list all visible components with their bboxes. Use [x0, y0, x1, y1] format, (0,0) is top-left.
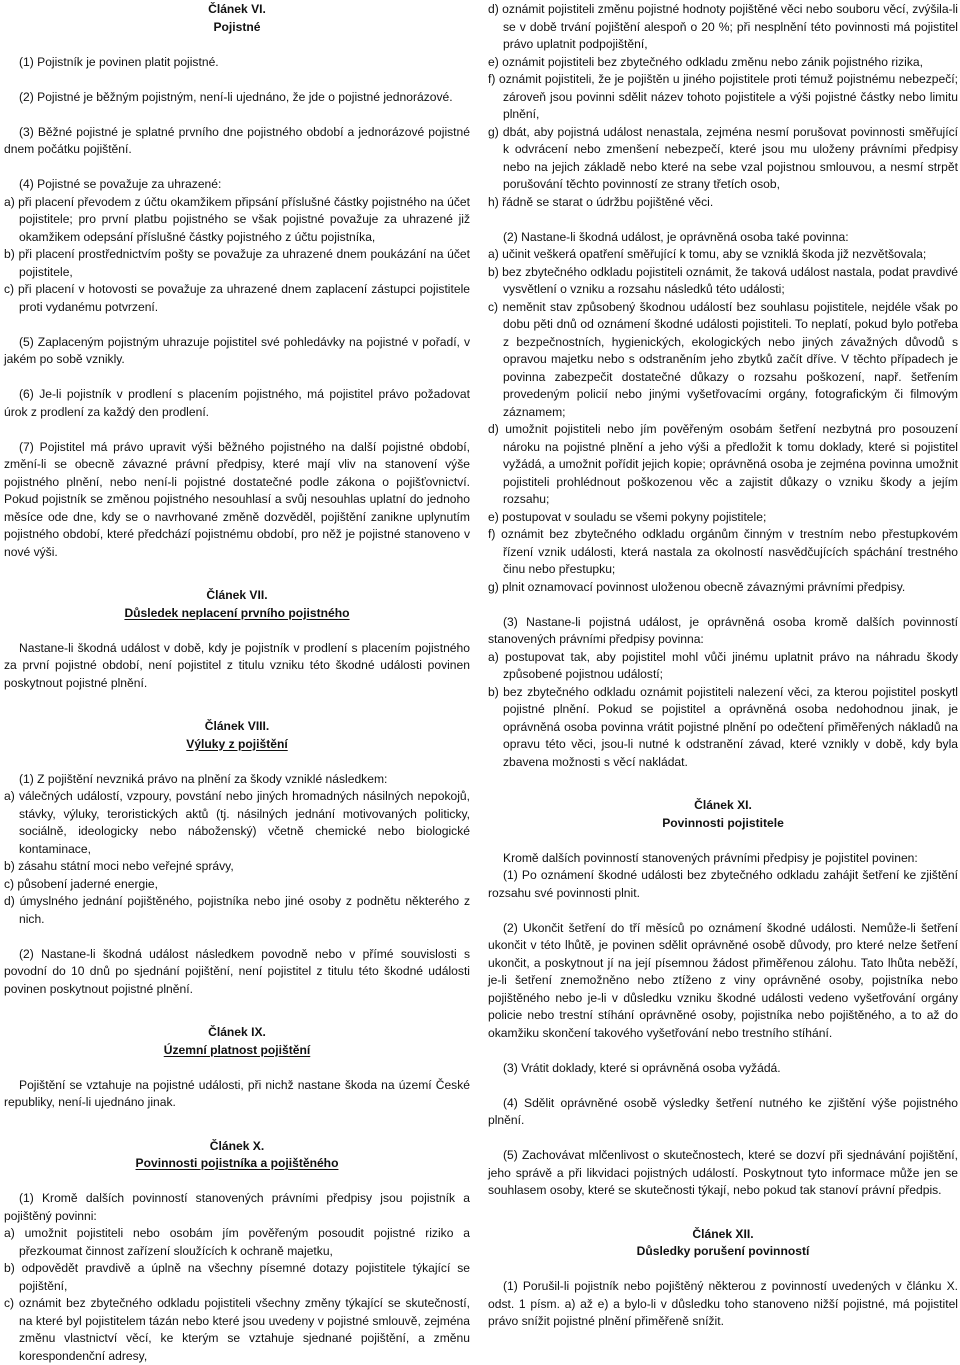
article-6-paragraph-5: (5) Zaplaceným pojistným uhrazuje pojistitel své pohledávky na pojistné v pořadí, v jakém po sobě vznikly.	[4, 334, 470, 366]
article-11-paragraph-5: (5) Zachovávat mlčenlivost o skutečnostech, které se dozví při sjednávání pojištění, jeho správě a při likvidaci pojistných událostí. Poskytnout tyto informace může jen se souhlasem osoby, které se skutečnosti týkají, nebo pokud tak stanoví právní předpis.	[488, 1148, 958, 1197]
article-10-item-1d: d) oznámit pojistiteli změnu pojistné hodnoty pojištěné věci nebo souboru věcí, zvýšila-li se v době trvání pojištění alespoň o 20 %; při nesplnění této povinnosti má pojistitel právo uplatnit podpojištění,	[488, 2, 958, 51]
article-6-paragraph-3: (3) Běžné pojistné je splatné prvního dne pojistného období a jednorázové pojistné dnem počátku pojištění.	[4, 124, 470, 156]
article-10-title: Článek X.	[209, 1138, 265, 1153]
article-6-subtitle: Pojistné	[213, 19, 261, 34]
article-7-title: Článek VII.	[206, 588, 268, 602]
article-6-paragraph-1: (1) Pojistník je povinen platit pojistné.	[19, 54, 219, 69]
article-10-item-1f: f) oznámit pojistiteli, že je pojištěn u jiného pojistitele proti témuž pojistnému nebezpečí; zároveň jsou povinni sdělit název tohoto pojistitele a výši pojistné částky nebo limitu plnění,	[488, 72, 958, 121]
article-10-paragraph-2-intro: (2) Nastane-li škodná událost, je oprávněná osoba také povinna:	[503, 229, 849, 244]
article-6-title: Článek VI.	[208, 2, 266, 16]
article-7-subtitle: Důsledek neplacení prvního pojistného	[124, 605, 350, 620]
article-6-paragraph-6: (6) Je-li pojistník v prodlení s placením pojistného, má pojistitel právo požadovat úrok z prodlení za každý den prodlení.	[4, 387, 470, 419]
article-10-item-3a: a) postupovat tak, aby pojistitel mohl vůči jinému uplatnit právo na náhradu škody způsobené pojistnou událostí;	[488, 649, 958, 681]
article-10-item-1a: a) umožnit pojistiteli nebo osobám jím pověřeným posoudit pojistné riziko a přezkoumat činnost zařízení sloužících k ochraně majetku,	[4, 1226, 470, 1258]
article-10-item-2b: b) bez zbytečného odkladu pojistiteli oznámit, že taková událost nastala, podat pravdivé vysvětlení o vzniku a rozsahu následků této události;	[488, 264, 958, 296]
article-11-paragraph-3: (3) Vrátit doklady, které si oprávněná osoba vyžádá.	[503, 1060, 781, 1075]
article-10-item-1g: g) dbát, aby pojistná událost nenastala, zejména nesmí porušovat povinnosti směřující k odvrácení nebo zmenšení nebezpečí, které jsou mu uloženy právními předpisy nebo na jejich základě nebo které na sebe vzal pojistnou smlouvou, a nesmí strpět porušování těchto povinností ze strany třetích osob,	[488, 124, 958, 191]
article-8-paragraph-2: (2) Nastane-li škodná událost následkem povodně nebo v přímé souvislosti s povodní do 10 dnů po sjednání pojištění, není pojistitel z titulu této škodné události povinen poskytnout pojistné plnění.	[4, 946, 470, 996]
article-11-paragraph-2: (2) Ukončit šetření do tří měsíců po oznámení škodné události. Nemůže-li šetření ukončit v této lhůtě, je povinen sdělit oprávněné osobě důvody, pro které nelze šetření ukončit, a poskytnout jí na její písemnou žádost přiměřenou zálohu. Tato lhůta neběží, je-li šetření znemožněno nebo ztíženo z viny oprávněné osoby, pojistníka nebo pojištěného nebo je-li v důsledku vzniku škodné události vedeno vyšetřování orgány policie nebo trestní stíhání oprávněné osoby, pojistníka nebo pojištěného, a to až do okamžiku skončení takového vyšetřování nebo trestního stíhání.	[488, 920, 958, 1040]
article-11-paragraph-4: (4) Sdělit oprávněné osobě výsledky šetření nutného ke zjištění výše pojistného plnění.	[488, 1095, 958, 1127]
article-10-item-3b: b) bez zbytečného odkladu oznámit pojistiteli nalezení věci, za kterou pojistitel poskytl pojistné plnění. Pokud se pojistitel a oprávněná osoba nedohodnou jinak, je oprávněná osoba povinna vrátit pojistné plnění po odečtení přiměřených nákladů na opravu této věci, jsou-li nutné k odstranění závad, které vznikly v době, kdy byla zbavena možnosti s věcí nakládat.	[488, 684, 958, 769]
right-column	[488, 1, 958, 1331]
article-8-title: Článek VIII.	[204, 719, 270, 733]
article-6-item-4c: c) při placení v hotovosti se považuje za uhrazené dnem zaplacení zástupci pojistitele proti vydanému potvrzení.	[4, 282, 470, 314]
article-7-paragraph-1: Nastane-li škodná událost v době, kdy je pojistník v prodlení s placením pojistného za první pojistné období, není pojistitel z titulu vzniku této škodné události povinen poskytnout pojistné plnění.	[4, 640, 470, 690]
article-10-item-2c: c) neměnit stav způsobený škodnou událostí bez souhlasu pojistitele, nejdéle však po dobu pěti dnů od oznámení škodné události pojistiteli. To neplatí, pokud bylo potřeba z bezpečnostních, hygienických, ekologických nebo jiných závažných důvodů s opravou majetku nebo s odstraněním jeho zbytků začít dříve. V těchto případech je povinna zabezpečit dostatečné důkazy o rozsahu poškození, např. šetřením provedeným policií nebo jinými vyšetřovacími orgány, fotografickým či filmovým záznamem;	[488, 299, 958, 419]
article-9-subtitle: Územní platnost pojištění	[163, 1042, 311, 1057]
article-11-intro: Kromě dalších povinností stanovených právními předpisy je pojistitel povinen:	[503, 850, 918, 865]
article-10-item-2d: d) umožnit pojistiteli nebo jím pověřeným osobám šetření nezbytná pro posouzení nároku na pojistné plnění a jeho výši a předložit k tomu doklady, které si pojistitel vyžádá, a umožnit pořídit jejich kopie; oprávněná osoba je zejména povinna umožnit pojistiteli prohlédnout poškozenou věc a zajistit důkazy o vzniku škody a jejím rozsahu;	[488, 422, 958, 506]
article-10-subtitle: Povinnosti pojistníka a pojištěného	[135, 1156, 339, 1170]
article-8-item-1c: c) působení jaderné energie,	[4, 876, 158, 891]
article-8-item-1a: a) válečných událostí, vzpoury, povstání nebo jiných hromadných násilných nepokojů, stávky, výluky, teroristických aktů (tj. násilných jednání motivovaných politicky, sociálně, ideologicky nebo náboženský) včetně chemické nebo biologické kontaminace,	[4, 789, 470, 856]
article-10-item-1c: c) oznámit bez zbytečného odkladu pojistiteli všechny změny týkající se skutečností, na které byl pojistitelem tázán nebo které jsou uvedeny v pojistné smlouvě, zejména změnu vlastnictví věcí, ke kterým se vztahuje sjednané pojištění, a změnu korespondenční adresy,	[4, 1296, 470, 1363]
article-12-paragraph-1: (1) Porušil-li pojistník nebo pojištěný některou z povinností uvedených v článku X. odst. 1 písm. a) až e) a bylo-li v důsledku toho stanoveno nižší pojistné, má pojistitel právo snížit pojistné plnění přiměřeně snížit.	[488, 1279, 958, 1328]
left-column	[4, 1, 470, 1365]
article-11-title: Článek XI.	[694, 798, 752, 812]
article-10-item-1h: h) řádně se starat o údržbu pojištěné věci.	[488, 194, 714, 209]
article-8-item-1b: b) zásahu státní moci nebo veřejné správy,	[4, 859, 234, 873]
article-10-item-1b: b) odpovědět pravdivě a úplně na všechny písemné dotazy pojistitele týkající se pojištění,	[4, 1261, 470, 1293]
article-10-item-2g: g) plnit oznamovací povinnost uloženou obecně závaznými právními předpisy.	[488, 579, 906, 594]
article-10-item-2a: a) učinit veškerá opatření směřující k tomu, aby se vzniklá škoda již nezvětšovala;	[488, 247, 927, 261]
article-10-paragraph-3-intro: (3) Nastane-li pojistná událost, je oprávněná osoba kromě dalších povinností stanovených právními předpisy povinna:	[488, 614, 958, 646]
article-6-paragraph-4-intro: (4) Pojistné se považuje za uhrazené:	[19, 177, 222, 191]
article-8-subtitle: Výluky z pojištění	[186, 736, 288, 751]
article-9-title: Článek IX.	[208, 1025, 266, 1039]
article-9-paragraph-1: Pojištění se vztahuje na pojistné události, při nichž nastane škoda na území České republiky, není-li ujednáno jinak.	[4, 1077, 470, 1109]
article-10-item-2e: e) postupovat v souladu se všemi pokyny pojistitele;	[488, 509, 767, 524]
article-10-item-2f: f) oznámit bez zbytečného odkladu orgánům činným v trestním nebo přestupkovém řízení vznik události, která nastala za okolností nasvědčujících spáchání trestného činu nebo přestupku;	[488, 527, 958, 576]
article-10-item-1e: e) oznámit pojistiteli bez zbytečného odkladu změnu nebo zánik pojistného rizika,	[488, 54, 923, 69]
article-10-paragraph-1-intro: (1) Kromě dalších povinností stanovených právními předpisy jsou pojistník a pojištěný povinni:	[4, 1191, 470, 1223]
article-11-paragraph-1: (1) Po oznámení škodné události bez zbytečného odkladu zahájit šetření ke zjištění rozsahu své povinnosti plnit.	[488, 868, 958, 900]
article-6-paragraph-7: (7) Pojistitel má právo upravit výši běžného pojistného na další pojistné období, změní-li se obecně závazné právní předpisy, které mají vliv na stanovení výše pojistného plnění, nebo není-li pojistné dostatečné podle zákona o pojišťovnictví. Pokud pojistník se změnou pojistného nesouhlasí a svůj nesouhlas uplatní do jednoho měsíce ode dne, kdy se o navrhované změně dozvěděl, pojištění zanikne uplynutím pojistného období, které předchází pojistnému období, pro něž je pojistné stanoveno v nové výši.	[4, 439, 470, 559]
article-8-item-1d: d) úmyslného jednání pojištěného, pojistníka nebo jiné osoby z podnětu některého z nich.	[4, 894, 470, 926]
article-8-paragraph-1-intro: (1) Z pojištění nevzniká právo na plnění za škody vzniklé následkem:	[19, 771, 388, 786]
article-6-item-4a: a) při placení převodem z účtu okamžikem připsání příslušné částky pojistného na účet pojistitele; pro první platbu pojistného se však pojistné považuje za uhrazené již okamžikem odepsání příslušné částky pojistného z účtu pojistníka,	[4, 194, 470, 244]
article-12-title: Článek XII.	[692, 1226, 754, 1241]
article-6-paragraph-2: (2) Pojistné je běžným pojistným, není-li ujednáno, že jde o pojistné jednorázové.	[19, 89, 453, 104]
article-6-item-4b: b) při placení prostřednictvím pošty se považuje za uhrazené dnem poukázání na účet pojistitele,	[4, 247, 470, 279]
article-11-subtitle: Povinnosti pojistitele	[662, 815, 784, 830]
article-12-subtitle: Důsledky porušení povinností	[636, 1244, 810, 1258]
